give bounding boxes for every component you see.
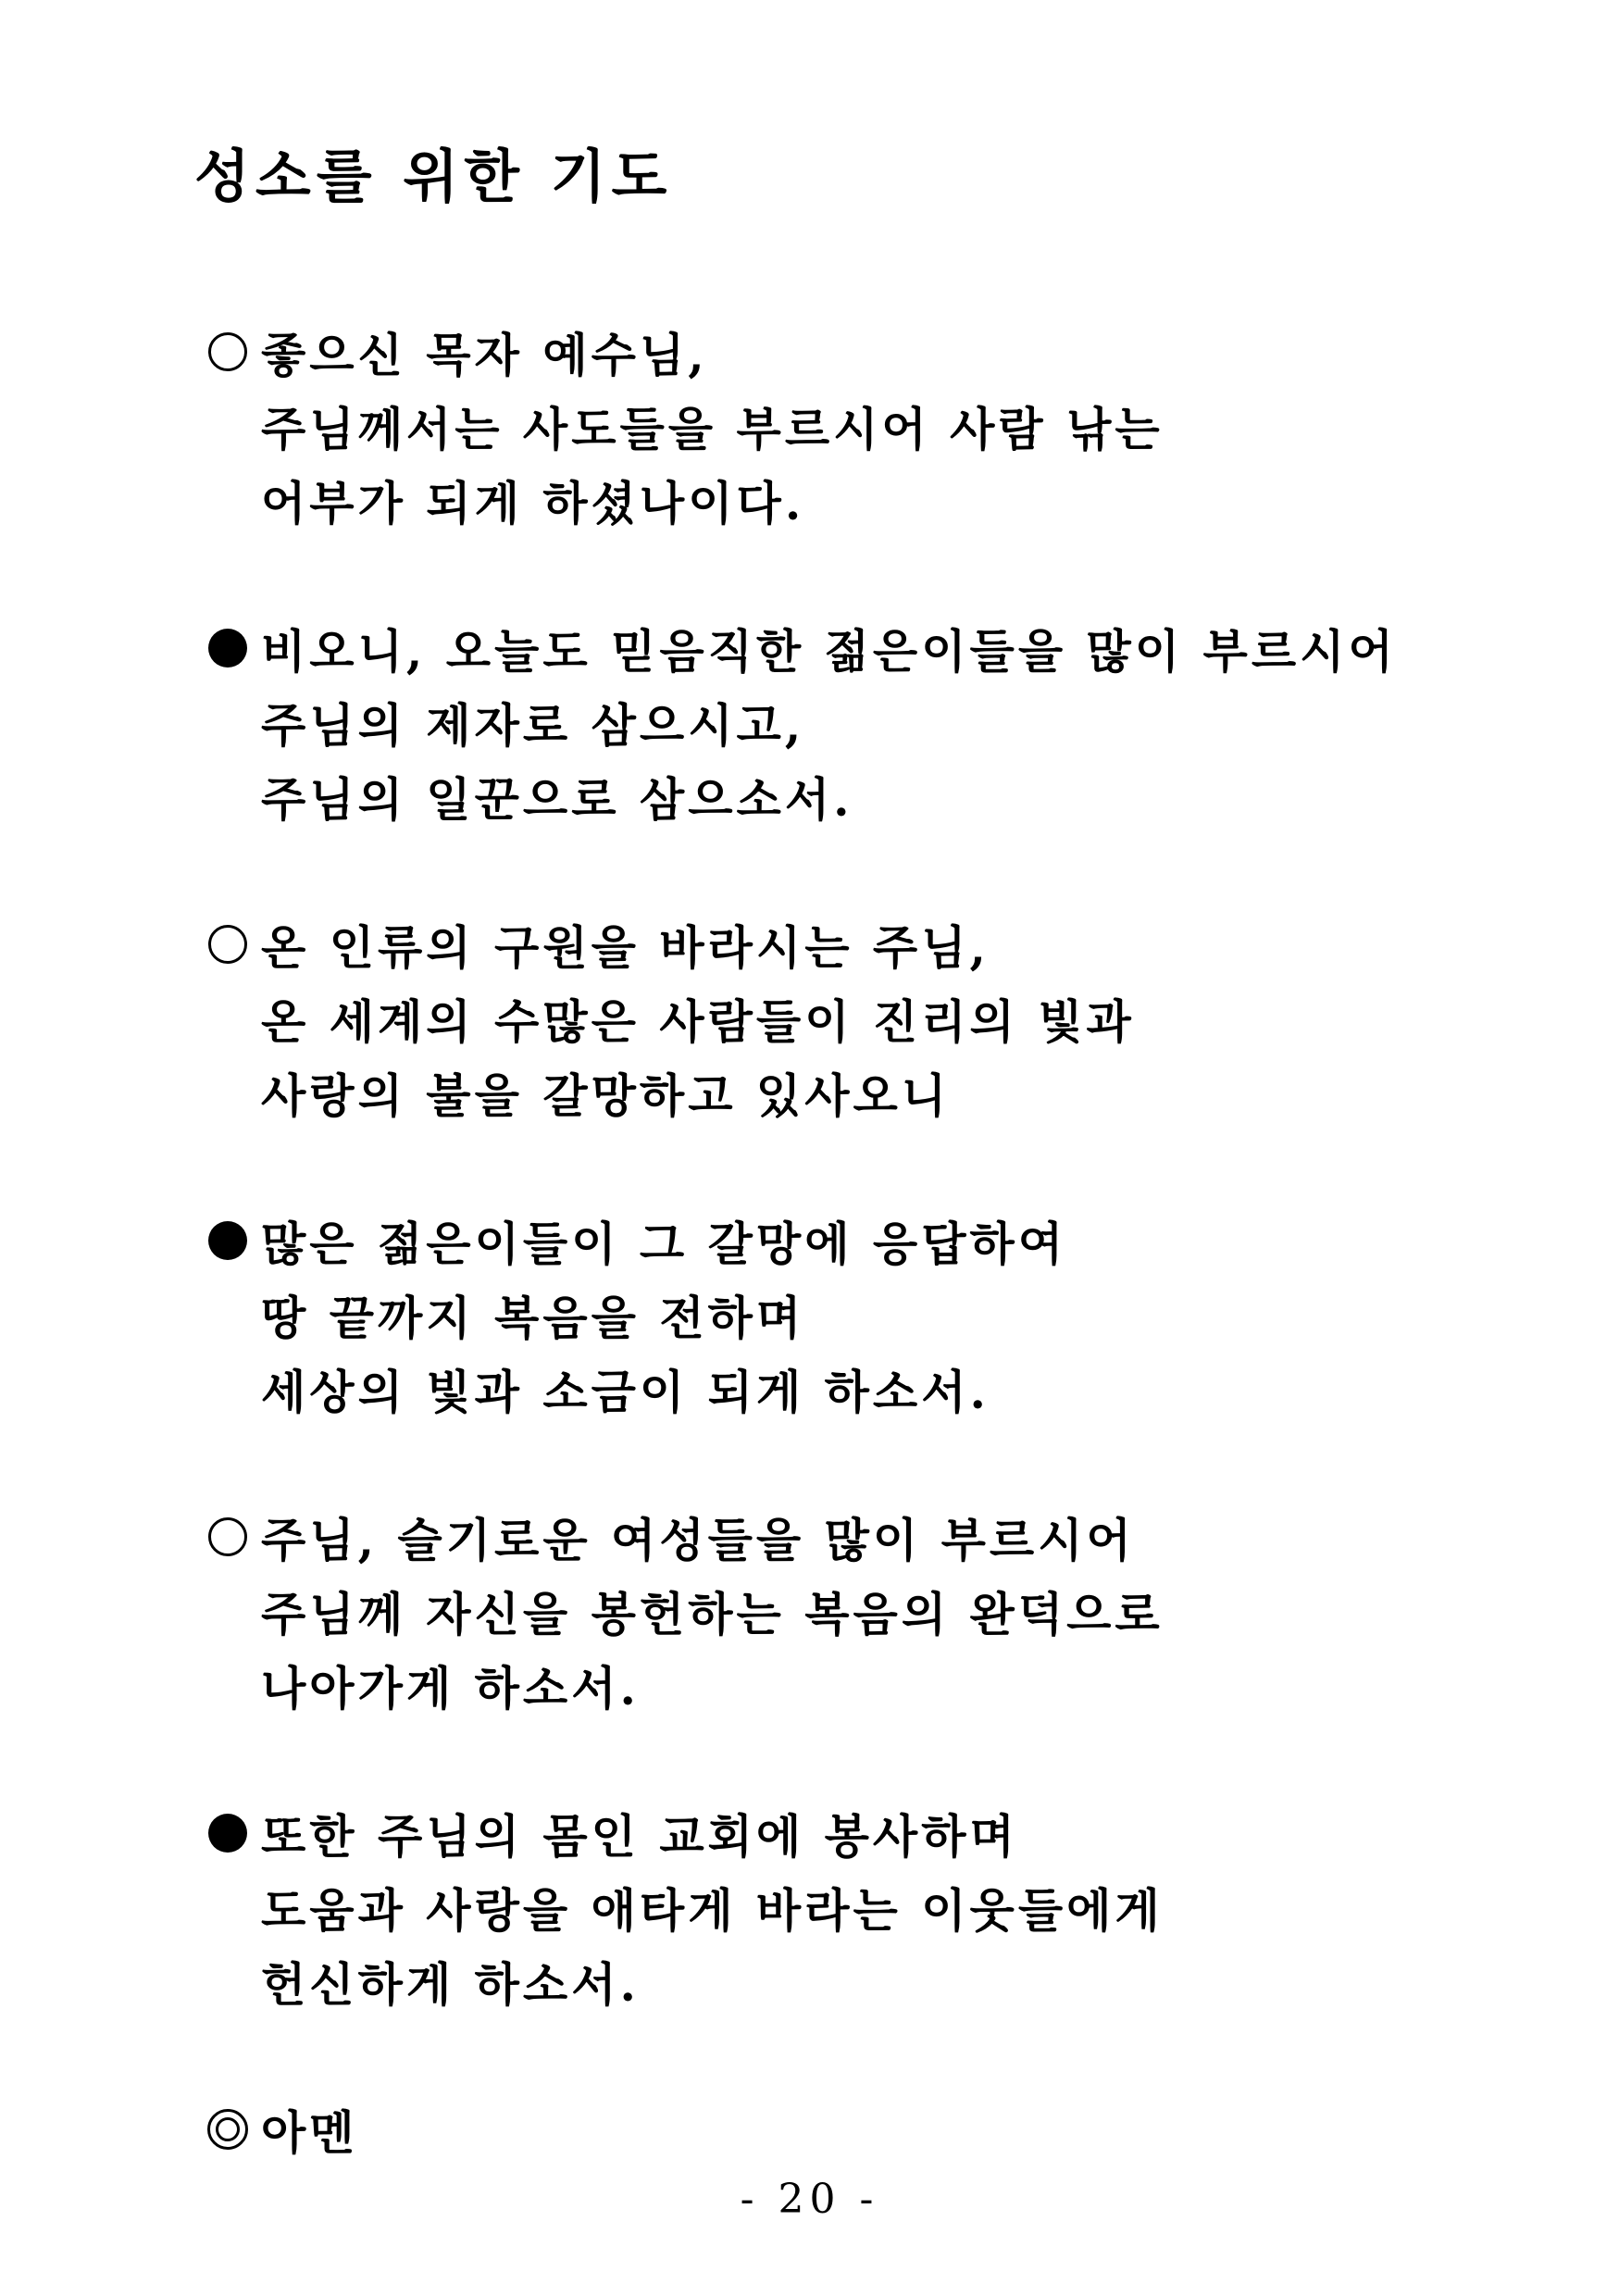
line-text: 주님의 제자로 삼으시고,	[261, 698, 805, 753]
prayer-line	[194, 685, 1472, 759]
line-text: 주님께 자신을 봉헌하는 복음의 완덕으로	[261, 1587, 1164, 1641]
prayer-stanza-5	[194, 1500, 1472, 1722]
prayer-line	[194, 1944, 1472, 2018]
line-text: 땅 끝까지 복음을 전하며	[261, 1291, 805, 1345]
prayer-stanza-amen	[194, 2092, 1472, 2166]
prayer-line	[194, 1352, 1472, 1426]
line-text: 많은 젊은이들이 그 갈망에 응답하여	[261, 1217, 1067, 1271]
prayer-stanza-2	[194, 611, 1472, 833]
line-text: 나아가게 하소서.	[261, 1661, 640, 1716]
open-circle-icon	[194, 332, 261, 371]
prayer-line	[194, 1574, 1472, 1648]
prayer-stanza-4	[194, 1204, 1472, 1426]
prayer-line	[194, 981, 1472, 1055]
open-circle-icon	[194, 925, 261, 964]
prayer-line	[194, 1055, 1472, 1129]
prayer-line	[194, 1648, 1472, 1722]
prayer-stanza-1	[194, 315, 1472, 537]
prayer-line	[194, 1796, 1472, 1870]
line-text: 주님의 일꾼으로 삼으소서.	[261, 772, 853, 827]
line-text: 헌신하게 하소서.	[261, 1957, 640, 2012]
prayer-line	[194, 1500, 1472, 1574]
filled-circle-icon	[194, 629, 261, 668]
prayer-line	[194, 315, 1472, 389]
line-text: 온 세계의 수많은 사람들이 진리의 빛과	[261, 994, 1135, 1049]
line-text: 좋으신 목자 예수님,	[261, 328, 708, 382]
line-text: 도움과 사랑을 애타게 바라는 이웃들에게	[261, 1883, 1164, 1938]
double-circle-icon	[194, 2109, 261, 2150]
line-text: 또한 주님의 몸인 교회에 봉사하며	[261, 1809, 1018, 1864]
filled-circle-icon	[194, 1221, 261, 1260]
line-text: 사랑의 불을 갈망하고 있사오니	[261, 1068, 951, 1123]
line-text: 어부가 되게 하셨나이다.	[261, 476, 805, 530]
line-text: 세상의 빛과 소금이 되게 하소서.	[261, 1365, 990, 1419]
line-text: 주님께서는 사도들을 부르시어 사람 낚는	[261, 402, 1164, 456]
filled-circle-icon	[194, 1814, 261, 1853]
page-title: 성소를 위한 기도	[194, 143, 673, 210]
open-circle-icon	[194, 1517, 261, 1556]
line-text: 아멘	[261, 2105, 358, 2160]
prayer-line	[194, 907, 1472, 981]
prayer-stanza-6	[194, 1796, 1472, 2018]
line-text: 비오니, 오늘도 믿음직한 젊은이들을 많이 부르시어	[261, 624, 1397, 679]
prayer-line	[194, 2092, 1472, 2166]
prayer-line	[194, 463, 1472, 537]
line-text: 온 인류의 구원을 바라시는 주님,	[261, 920, 990, 975]
prayer-line	[194, 1870, 1472, 1944]
prayer-line	[194, 389, 1472, 463]
prayer-stanza-3	[194, 907, 1472, 1129]
line-text: 주님, 슬기로운 여성들을 많이 부르시어	[261, 1513, 1135, 1567]
prayer-line	[194, 1278, 1472, 1352]
prayer-line	[194, 611, 1472, 685]
prayer-line	[194, 1204, 1472, 1278]
page-number: - 20 -	[740, 2176, 879, 2223]
prayer-line	[194, 759, 1472, 833]
